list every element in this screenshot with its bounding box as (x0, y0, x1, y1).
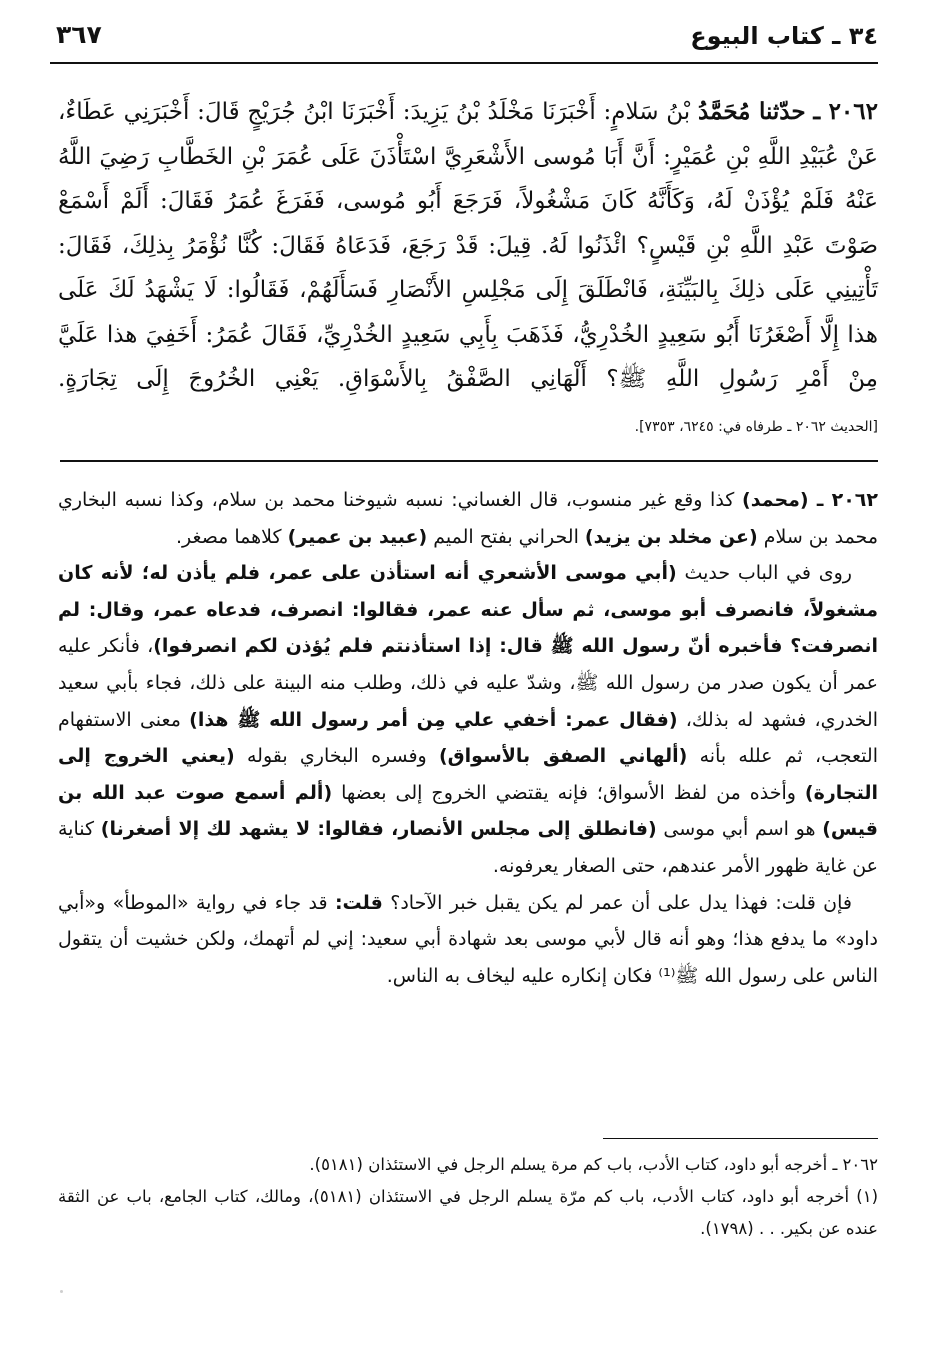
commentary-paragraph (58, 555, 878, 884)
hadith-isnad-start: حدّثنا مُحَمَّدُ (697, 98, 806, 125)
section-divider (60, 460, 878, 462)
commentary-quote: (عن مخلد بن يزيد) (584, 525, 758, 548)
commentary-quote: (ألم أسمع صوت عبد الله بن قيس) (58, 781, 878, 841)
commentary-text: روى في الباب حديث (676, 562, 852, 585)
book-title: ٣٤ ـ كتاب البيوع (690, 22, 878, 50)
commentary-text: فإن قلت: فهذا يدل على أن عمر لم يكن يقبل خبر الآحاد؟ (382, 891, 852, 914)
page-header (50, 18, 878, 64)
commentary-text: هو اسم أبي موسى (656, 818, 823, 841)
commentary-quote: ٢٠٦٢ ـ (محمد) (742, 489, 878, 511)
footnotes-block (58, 1149, 878, 1245)
commentary-quote: (يعني الخروج إلى التجارة) (58, 745, 878, 804)
page-number: ٣٦٧ (56, 20, 102, 49)
commentary-text: كناية عن غاية ظهور الأمر عندهم، حتى الصغار يعرفونه. (58, 818, 878, 877)
hadith-cross-reference: [الحديث ٢٠٦٢ ـ طرفاه في: ٦٢٤٥، ٧٣٥٣]. (634, 418, 878, 435)
commentary-text: وفسره البخاري بقوله (234, 745, 439, 768)
footnote-item: (١) أخرجه أبو داود، كتاب الأدب، باب كم مرّة يسلم الرجل في الاستئذان (٥١٨١)، ومالك، كتاب الجامع، باب عن الثقة عنده عن بكير. . . (١٧٩٨). (58, 1187, 878, 1238)
commentary-paragraph (58, 885, 878, 995)
commentary-text: ، فأنكر عليه عمر أن يكون صدر من رسول الله ﷺ، وشدّ عليه في ذلك، وطلب منه البينة على ذلك، فجاء بأبي سعيد الخدري، فشهد له بذلك، (58, 635, 878, 731)
footnote-item: ٢٠٦٢ ـ أخرجه أبو داود، كتاب الأدب، باب كم مرة يسلم الرجل في الاستئذان (٥١٨١). (309, 1155, 878, 1174)
commentary-text: معنى الاستفهام التعجب، ثم علله بأنه (58, 708, 878, 768)
commentary-text: كذا وقع غير منسوب، قال الغساني: نسبه شيوخنا محمد بن سلام، وكذا نسبه البخاري محمد بن سلام (58, 489, 878, 548)
commentary-block (58, 482, 878, 994)
commentary-text: كلاهما مصغر. (176, 525, 288, 548)
commentary-quote: (عبيد بن عمير) (287, 525, 428, 548)
commentary-paragraph (58, 482, 878, 555)
commentary-quote: قلت: (334, 891, 383, 914)
commentary-text: قد جاء في رواية «الموطأ» و«أبي داود» ما يدفع هذا؛ وهو أنه قال لأبي موسى بعد شهادة أبي سعيد: إني لم أتهمك، ولكن خشيت أن يتقول الناس على رسول الله ﷺ⁽¹⁾ فكان إنكاره عليه ليخاف به الناس. (58, 891, 878, 987)
hadith-body: بْنُ سَلامٍ: أَخْبَرَنَا مَخْلَدُ بْنُ يَزِيدَ: أَخْبَرَنَا ابْنُ جُرَيْجٍ قَالَ: أَخْبَرَنِي عَطَاءٌ، عَنْ عُبَيْدِ اللَّهِ بْنِ عُمَيْرٍ: أَنَّ أَبَا مُوسى الأَشْعَرِيَّ اسْتَأْذَنَ عَلَى عُمَرَ بْنِ الخَطَّابِ رَضِيَ اللَّهُ عَنْهُ فَلَمْ يُؤْذَنْ لَهُ، وَكَأَنَّهُ كَانَ مَشْغُولاً، فَرَجَعَ أَبُو مُوسى، فَفَرَغَ عُمَرُ فَقَالَ: أَلَمْ أَسْمَعْ صَوْتَ عَبْدِ اللَّهِ بْنِ قَيْسٍ؟ ائْذَنُوا لَهُ. قِيلَ: قَدْ رَجَعَ، فَدَعَاهُ فَقَالَ: كُنَّا نُؤْمَرُ بِذلِكَ، فَقَالَ: تَأْتِينِي عَلَى ذلِكَ بِالبَيِّنَةِ، فَانْطَلَقَ إِلَى مَجْلِسِ الأَنْصَارِ فَسَأَلَهُمْ، فَقَالُوا: لَا يَشْهَدُ لَكَ عَلَى هذا إِلَّا أَصْغَرُنَا أَبُو سَعِيدٍ الخُدْرِيُّ، فَذَهَبَ بِأَبِي سَعِيدٍ الخُدْرِيِّ، فَقَالَ عُمَرُ: أَخَفِيَ هذا عَلَيَّ مِنْ أَمْرِ رَسُولِ اللَّهِ ﷺ؟ أَلْهَانِي الصَّفْقُ بِالأَسْوَاقِ. يَعْنِي الخُرُوجَ إِلَى تِجَارَةٍ. (58, 99, 878, 392)
hadith-paragraph (58, 90, 878, 449)
scan-speck (60, 1290, 63, 1293)
commentary-quote: (فقال عمر: أخفي علي مِن أمر رسول الله ﷺ هذا) (189, 708, 678, 731)
commentary-text: وأخذه من لفظ الأسواق؛ فإنه يقتضي الخروج إلى بعضها (332, 781, 805, 804)
footnote-divider (603, 1138, 878, 1139)
commentary-quote: (أبي موسى الأشعري أنه استأذن على عمر، فلم يأذن له؛ لأنه كان مشغولاً، فانصرف أبو موسى، ثم سأل عنه عمر، فقالوا: انصرف، فدعاه عمر، وقال: لم انصرفت؟ فأخبره أنّ رسول الله ﷺ قال: إذا استأذنتم فلم يُؤذن لكم انصرفوا) (58, 562, 878, 658)
commentary-quote: (فانطلق إلى مجلس الأنصار، فقالوا: لا يشهد لك إلا أصغرنا) (100, 818, 657, 841)
hadith-number: ٢٠٦٢ ـ (813, 98, 878, 125)
commentary-text: الحراني بفتح الميم (427, 525, 585, 548)
hadith-text-block (58, 90, 878, 449)
commentary-quote: (ألهاني الصفق بالأسواق) (438, 745, 688, 768)
